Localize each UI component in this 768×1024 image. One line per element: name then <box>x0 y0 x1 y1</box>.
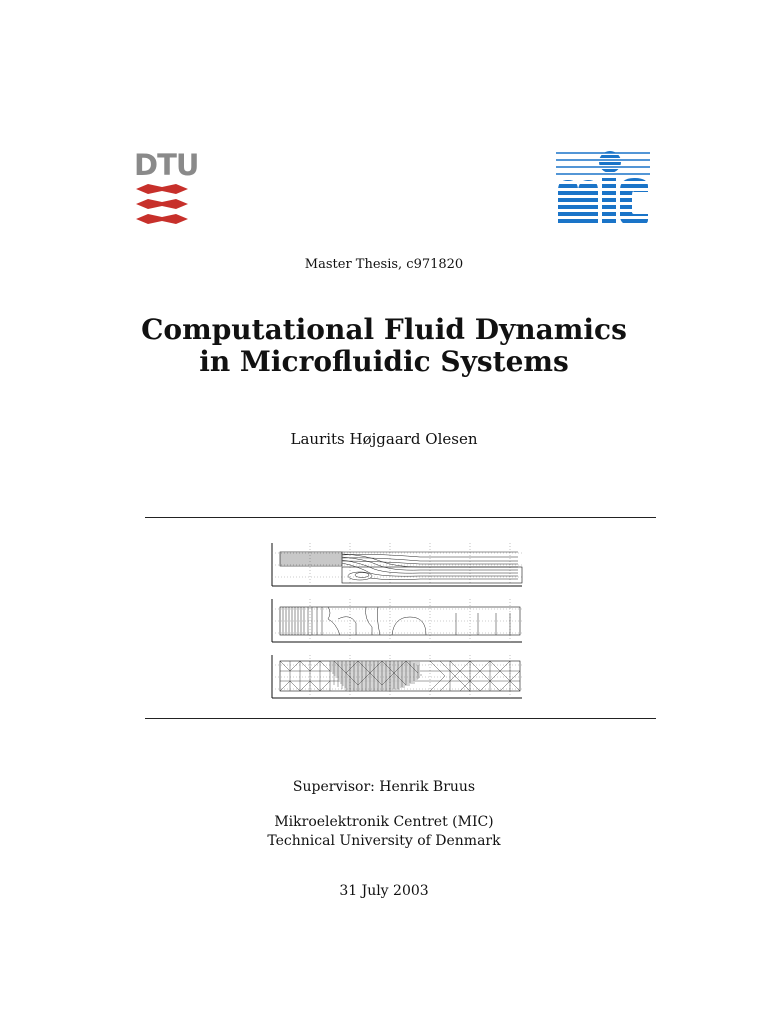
figure-panel-mesh <box>272 655 522 698</box>
affiliation-line-2: Technical University of Denmark <box>267 833 501 849</box>
thesis-title-line-1: Computational Fluid Dynamics <box>141 313 627 346</box>
affiliation-line-1: Mikroelektronik Centret (MIC) <box>274 814 494 830</box>
dtu-logo-mark <box>134 184 190 226</box>
dtu-logo <box>134 148 199 226</box>
figure-panel-velocity <box>272 543 522 586</box>
bottom-divider <box>145 718 656 719</box>
thesis-title <box>0 314 768 378</box>
cover-figure <box>270 543 528 703</box>
mic-logo <box>556 150 650 226</box>
figure-panel-streamlines <box>272 599 522 642</box>
thesis-title-line-2: in Microfluidic Systems <box>199 345 569 378</box>
thesis-date: 31 July 2003 <box>339 883 429 899</box>
dtu-logo-text: DTU <box>134 148 199 182</box>
thesis-subtitle: Master Thesis, c971820 <box>304 257 464 272</box>
thesis-author: Laurits Højgaard Olesen <box>290 430 478 448</box>
top-divider <box>145 517 656 518</box>
supervisor-line: Supervisor: Henrik Bruus <box>292 779 476 795</box>
